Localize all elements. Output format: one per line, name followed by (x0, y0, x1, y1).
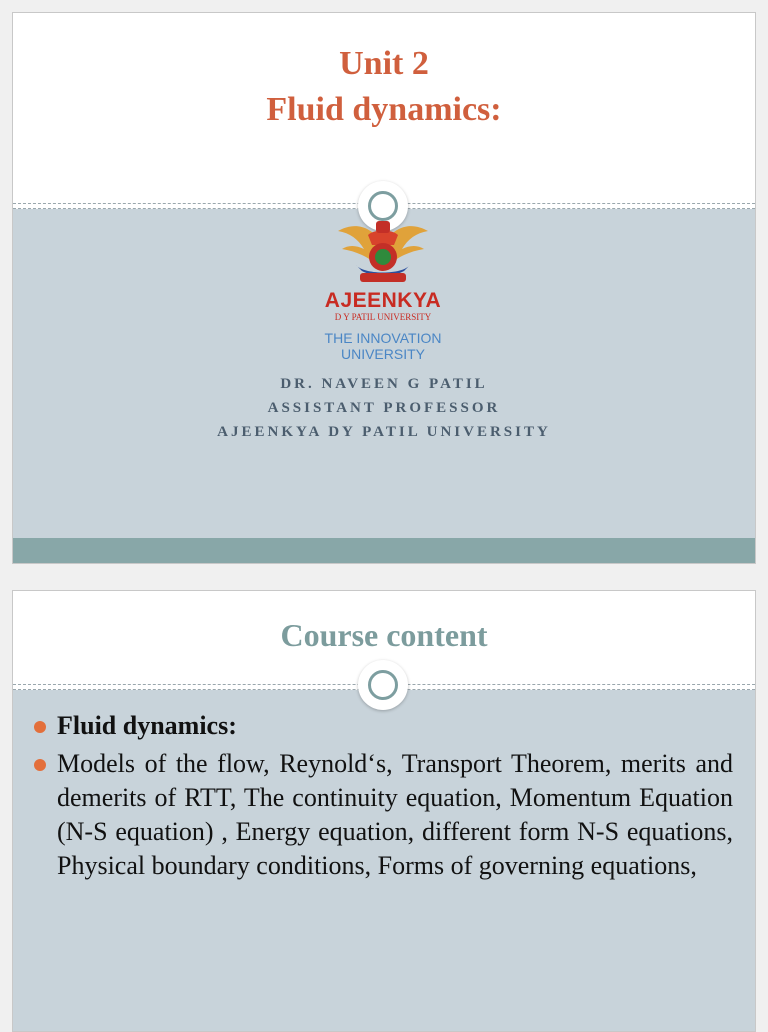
bullet-item (57, 747, 733, 883)
course-content-slide (12, 590, 756, 1032)
bullet-icon (34, 759, 46, 771)
unit-title: Unit 2 (339, 45, 429, 82)
topic-title: Fluid dynamics: (266, 91, 502, 128)
university-logo (318, 215, 448, 365)
ring-ornament (358, 660, 408, 710)
emblem-icon (334, 215, 432, 287)
author-organization: AJEENKYA DY PATIL UNIVERSITY (217, 424, 551, 440)
logo-subname: D Y PATIL UNIVERSITY (334, 312, 432, 322)
bullet-text: Fluid dynamics: (57, 711, 237, 740)
logo-tagline-line2: UNIVERSITY (340, 346, 425, 362)
author-name: DR. NAVEEN G PATIL (280, 376, 488, 392)
author-role: ASSISTANT PROFESSOR (267, 400, 501, 416)
title-slide (12, 12, 756, 564)
bullet-item (57, 709, 733, 743)
bullet-icon (34, 721, 46, 733)
logo-tagline-line1: THE INNOVATION (324, 330, 442, 346)
bullet-text: Models of the flow, Reynold‘s, Transport Theorem, merits and demerits of RTT, The continuity equation, Momentum Equation (N-S equation) , Energy equation, different form N-S equations, Physical boundary conditions, Forms of governing equations, (57, 749, 733, 880)
course-title: Course content (280, 617, 488, 653)
slide-footer-bar (13, 538, 755, 563)
logo-name: AJEENKYA (324, 289, 442, 312)
bullet-list (57, 709, 733, 887)
